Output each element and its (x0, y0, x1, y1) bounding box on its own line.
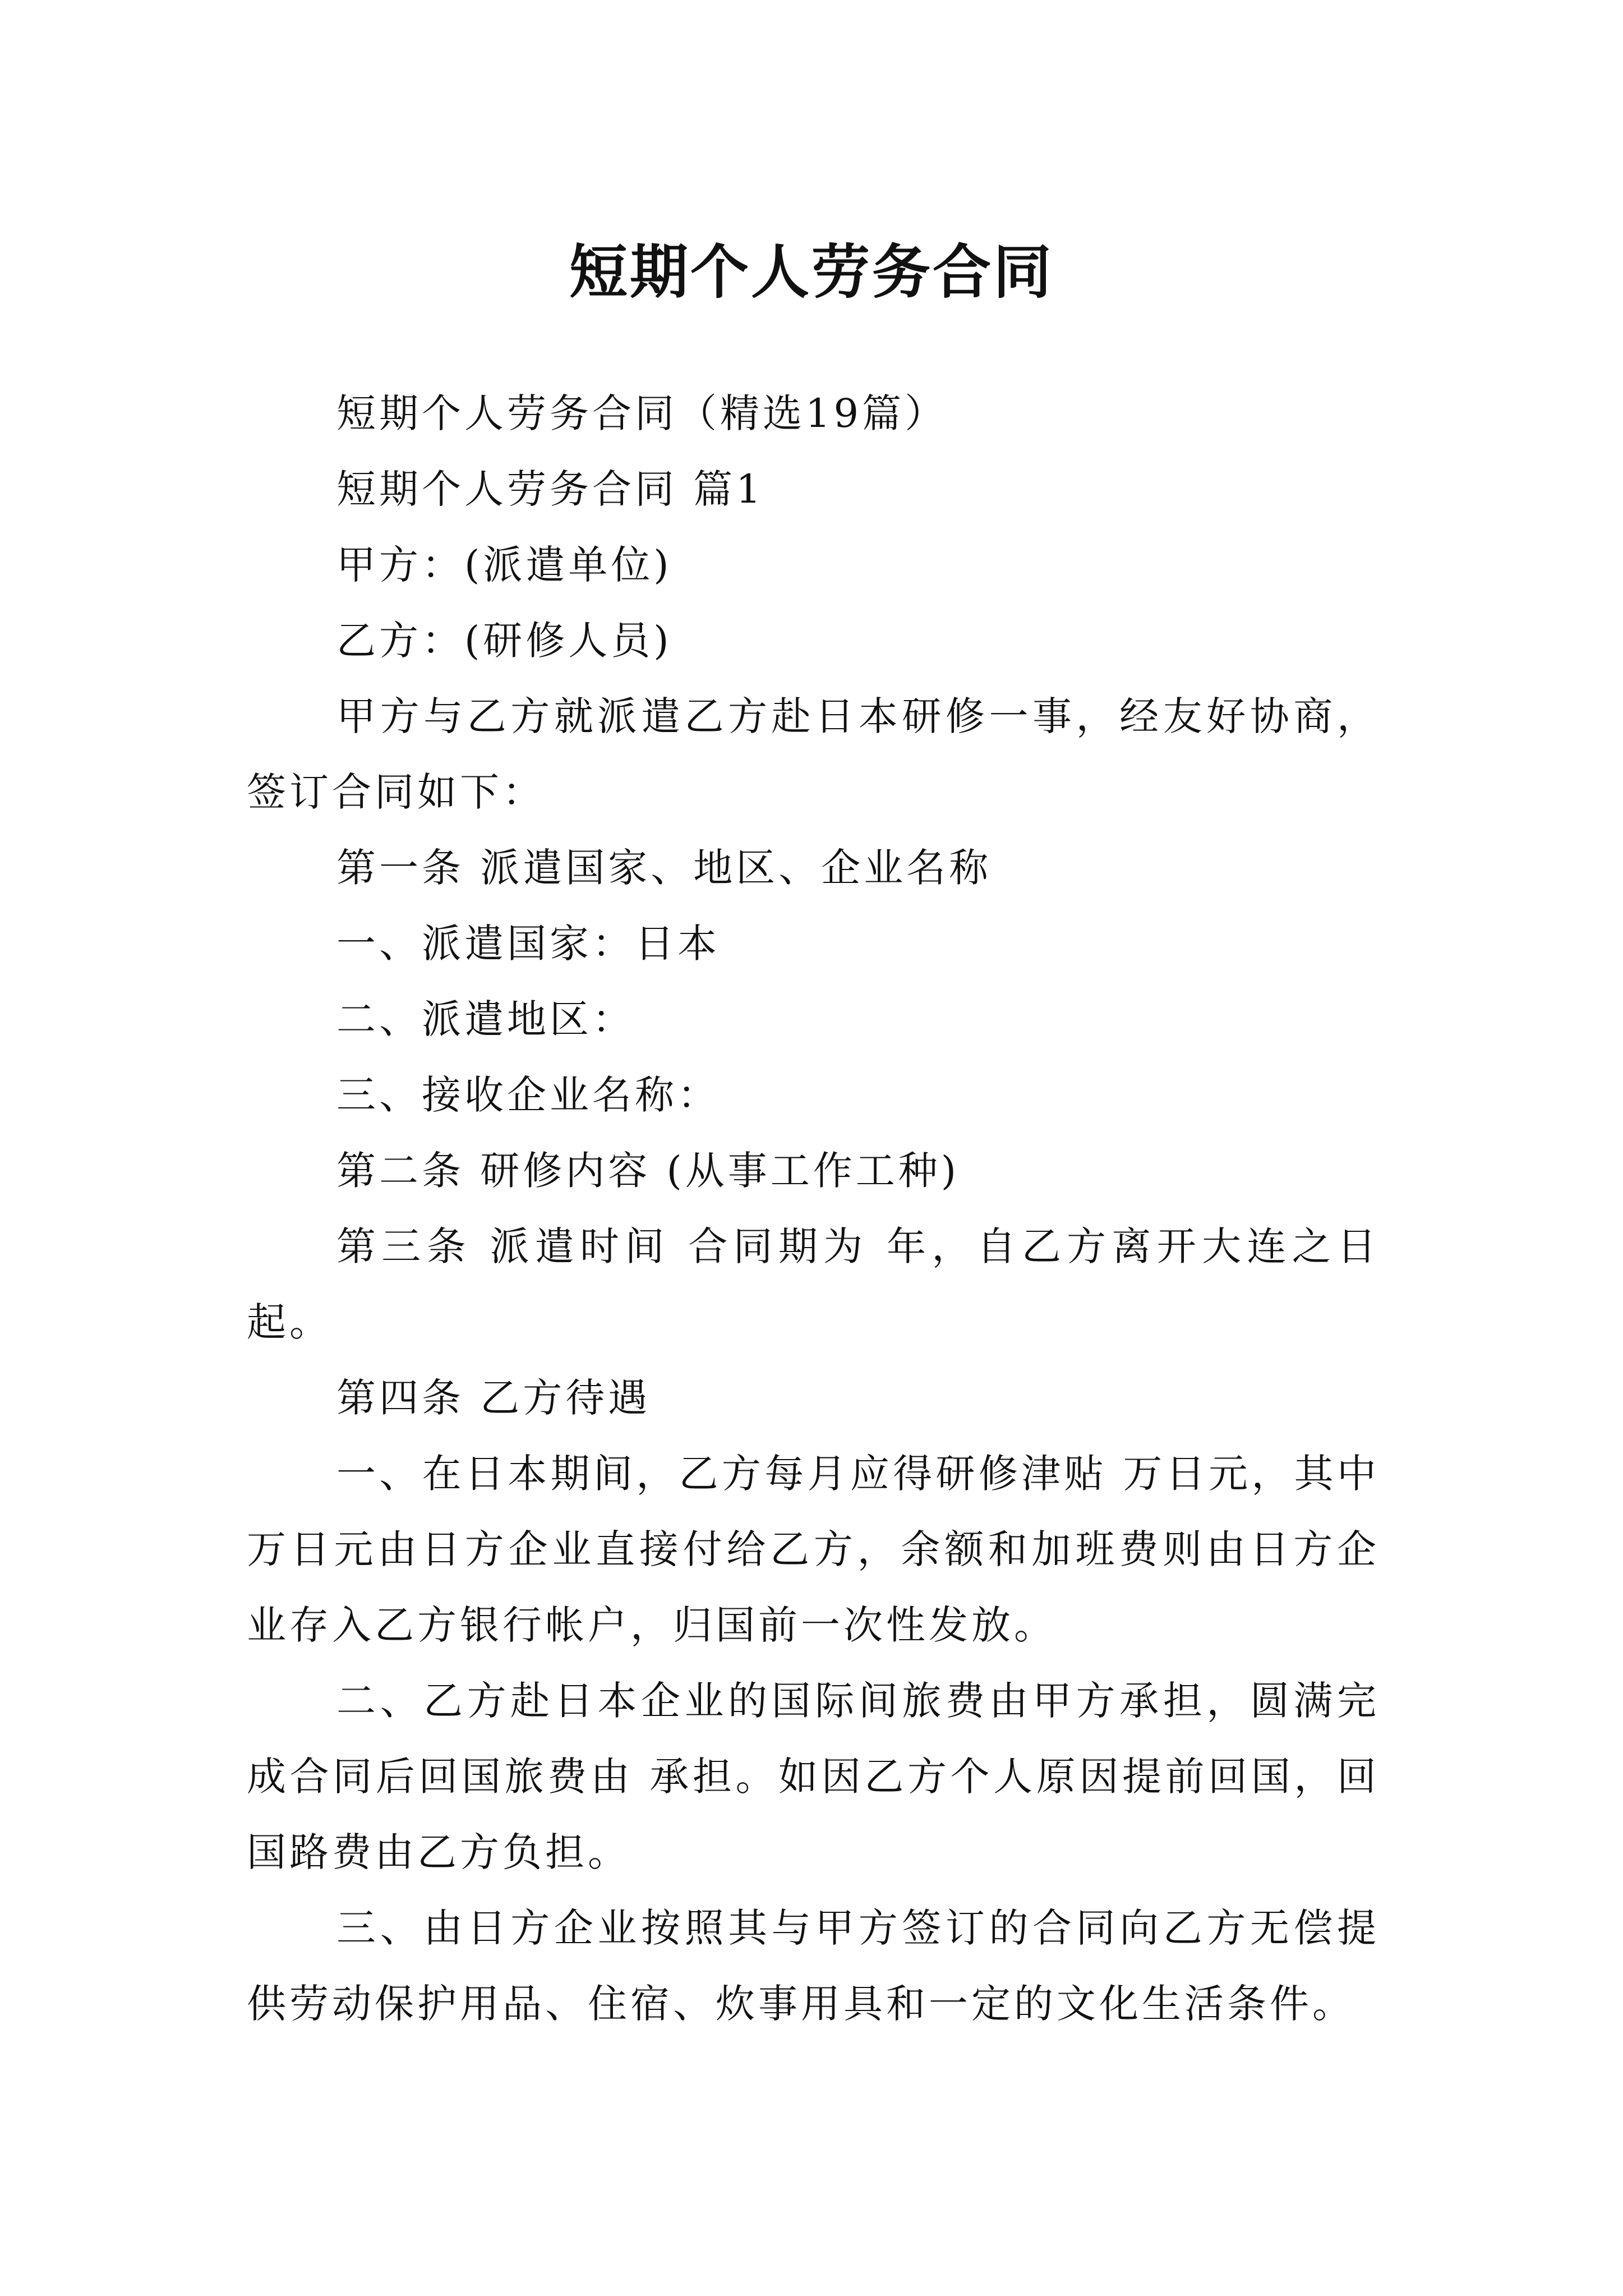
paragraph-article-4-item-3: 三、由日方企业按照其与甲方签订的合同向乙方无偿提供劳动保护用品、住宿、炊事用具和一定的文化生活条件。 (247, 1905, 1380, 2027)
paragraph-section-heading: 短期个人劳务合同 篇1 (336, 466, 764, 512)
paragraph-article-4-item-2: 二、乙方赴日本企业的国际间旅费由甲方承担，圆满完成合同后回国旅费由 承担。如因乙方个人原因提前回国，回国路费由乙方负担。 (247, 1678, 1380, 1875)
document-body (247, 376, 1380, 2042)
paragraph-article-1: 第一条 派遣国家、地区、企业名称 (336, 845, 992, 891)
paragraph-party-a: 甲方：(派遣单位) (336, 542, 672, 588)
paragraph-subtitle: 短期个人劳务合同（精选19篇） (336, 390, 948, 436)
paragraph-party-b: 乙方：(研修人员) (336, 618, 672, 664)
paragraph-preamble: 甲方与乙方就派遣乙方赴日本研修一事，经友好协商，签订合同如下： (247, 693, 1380, 815)
paragraph-article-4-item-1: 一、在日本期间，乙方每月应得研修津贴 万日元，其中 万日元由日方企业直接付给乙方，余额和加班费则由日方企业存入乙方银行帐户，归国前一次性发放。 (247, 1451, 1380, 1648)
paragraph-article-2: 第二条 研修内容 (从事工作工种) (336, 1148, 960, 1194)
paragraph-article-4: 第四条 乙方待遇 (336, 1375, 651, 1421)
paragraph-article-1-item-3: 三、接收企业名称： (336, 1072, 720, 1118)
paragraph-article-3: 第三条 派遣时间 合同期为 年，自乙方离开大连之日起。 (247, 1223, 1380, 1345)
document-title: 短期个人劳务合同 (569, 237, 1054, 306)
paragraph-article-1-item-2: 二、派遣地区： (336, 996, 635, 1042)
paragraph-article-1-item-1: 一、派遣国家：日本 (336, 921, 720, 967)
